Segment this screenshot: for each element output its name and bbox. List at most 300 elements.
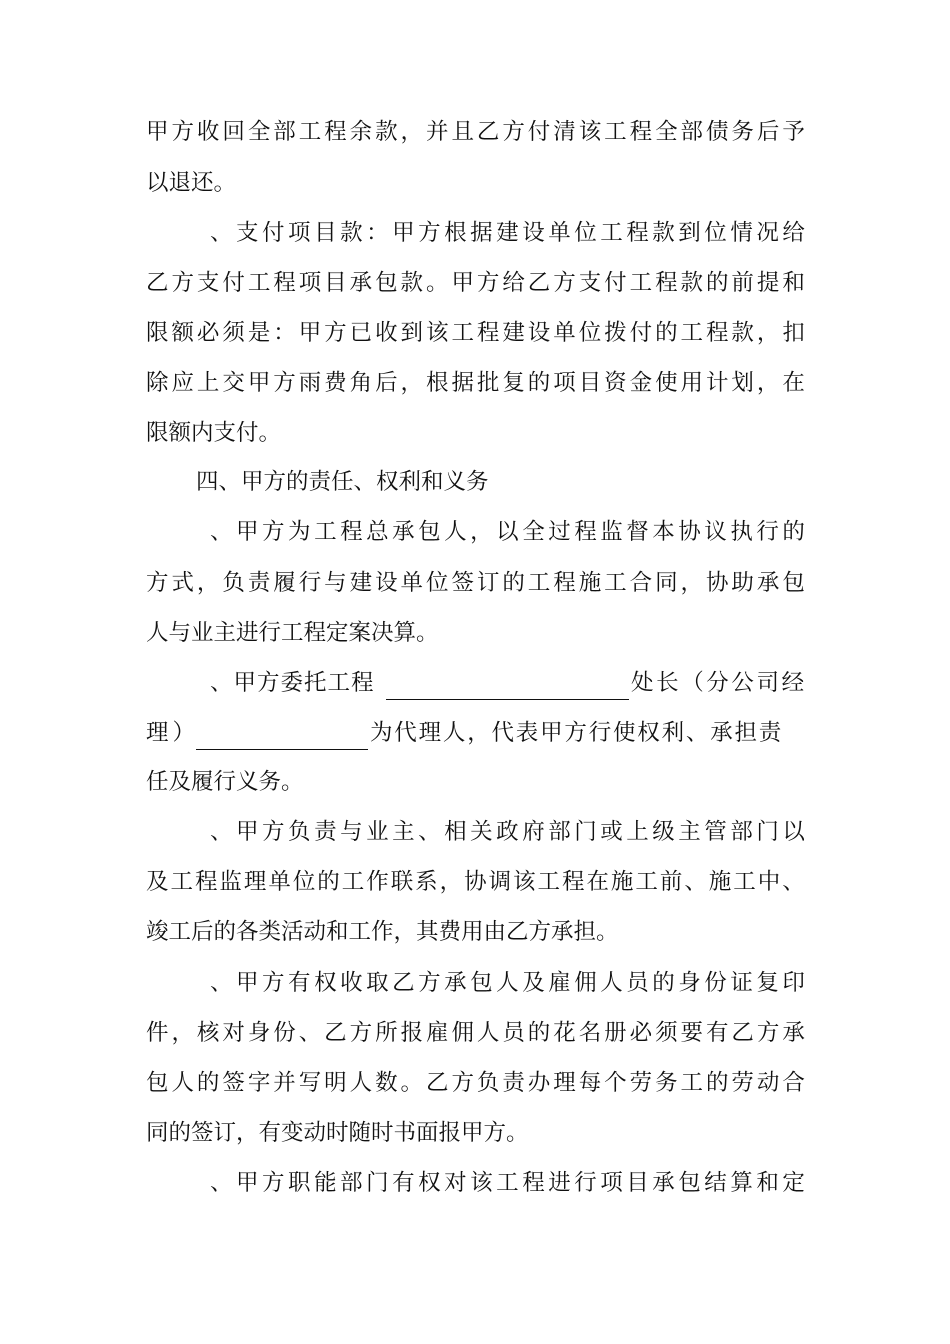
glyph: 核 bbox=[196, 1020, 220, 1046]
glyph: 乙 bbox=[324, 1020, 347, 1046]
glyph: 务 bbox=[655, 1070, 678, 1096]
glyph: 名 bbox=[578, 1020, 602, 1046]
glyph: 程 bbox=[340, 519, 363, 545]
glyph: 履 bbox=[273, 570, 296, 596]
glyph: 人 bbox=[600, 970, 623, 996]
glyph: 单 bbox=[548, 220, 571, 246]
paragraph-line bbox=[146, 366, 805, 400]
glyph: 据 bbox=[470, 220, 493, 246]
glyph: 位 bbox=[574, 220, 597, 246]
glyph: ， bbox=[196, 570, 220, 596]
glyph: 支 bbox=[578, 270, 602, 296]
glyph: 对 bbox=[444, 1170, 467, 1196]
glyph: 支 bbox=[196, 270, 220, 296]
glyph: 部 bbox=[730, 819, 753, 845]
glyph: 予 bbox=[782, 119, 805, 145]
glyph: 的 bbox=[705, 270, 729, 296]
glyph: 协 bbox=[705, 570, 729, 596]
glyph: 件 bbox=[146, 1020, 169, 1046]
paragraph-line: 同的签订，有变动时随时书面报甲方。 bbox=[146, 1120, 529, 1146]
glyph: 全 bbox=[247, 119, 271, 145]
glyph: 联 bbox=[390, 869, 414, 895]
glyph: 方 bbox=[418, 220, 441, 246]
glyph: 到 bbox=[400, 320, 424, 346]
glyph: 式 bbox=[171, 570, 194, 596]
glyph: 部 bbox=[680, 119, 704, 145]
glyph: 管 bbox=[704, 819, 727, 845]
glyph: 签 bbox=[451, 570, 474, 596]
glyph: 。 bbox=[425, 270, 449, 296]
glyph: ， bbox=[470, 519, 493, 545]
glyph: 行 bbox=[756, 519, 779, 545]
glyph: 合 bbox=[782, 1070, 805, 1096]
glyph: 权 bbox=[314, 970, 337, 996]
glyph: ， bbox=[756, 320, 780, 346]
glyph: 款 bbox=[680, 270, 704, 296]
glyph: 印 bbox=[782, 970, 805, 996]
text-line bbox=[0, 115, 950, 149]
glyph: 款 bbox=[340, 220, 363, 246]
text-line bbox=[0, 465, 950, 499]
glyph: 是 bbox=[247, 320, 271, 346]
glyph: 监 bbox=[219, 869, 242, 895]
glyph: 程 bbox=[629, 119, 653, 145]
glyph: 乙 bbox=[146, 270, 169, 296]
glyph: 收 bbox=[340, 970, 363, 996]
glyph: 乙 bbox=[392, 970, 415, 996]
text-line bbox=[0, 716, 950, 750]
glyph: 方 bbox=[262, 519, 285, 545]
paragraph-text: 为代理人，代表甲方行使权利、承担责 bbox=[370, 720, 784, 746]
glyph: 的 bbox=[502, 570, 525, 596]
glyph: 根 bbox=[425, 370, 449, 396]
glyph: 有 bbox=[392, 1170, 415, 1196]
glyph: 门 bbox=[366, 1170, 389, 1196]
glyph: 议 bbox=[704, 519, 727, 545]
glyph: 乙 bbox=[527, 270, 551, 296]
glyph: 或 bbox=[600, 819, 623, 845]
glyph: 部 bbox=[340, 1170, 363, 1196]
glyph: 、 bbox=[210, 819, 233, 845]
glyph: 清 bbox=[553, 119, 576, 145]
text-line bbox=[0, 1166, 950, 1200]
glyph: 金 bbox=[629, 370, 653, 396]
glyph: 后 bbox=[375, 370, 398, 396]
glyph: 能 bbox=[314, 1170, 337, 1196]
glyph: 目 bbox=[324, 270, 347, 296]
glyph: 施 bbox=[708, 869, 732, 895]
glyph: 和 bbox=[782, 270, 805, 296]
glyph: ： bbox=[273, 320, 296, 346]
glyph: 政 bbox=[496, 819, 519, 845]
glyph: 复 bbox=[756, 970, 779, 996]
glyph: 的 bbox=[527, 1020, 551, 1046]
glyph: 前 bbox=[731, 270, 754, 296]
glyph: 程 bbox=[522, 1170, 545, 1196]
glyph: 佣 bbox=[574, 970, 597, 996]
text-line bbox=[0, 416, 950, 450]
glyph: 单 bbox=[268, 869, 291, 895]
text-line bbox=[0, 1116, 950, 1150]
glyph: 设 bbox=[527, 320, 551, 346]
glyph: 为 bbox=[288, 519, 311, 545]
glyph: 务 bbox=[731, 119, 754, 145]
paragraph-line: 限额内支付。 bbox=[146, 420, 282, 446]
glyph: 佣 bbox=[451, 1020, 474, 1046]
glyph: 工 bbox=[604, 570, 627, 596]
glyph: 付 bbox=[527, 119, 551, 145]
fill-in-blank bbox=[196, 716, 368, 750]
glyph: 包 bbox=[782, 570, 805, 596]
glyph: 算 bbox=[730, 1170, 753, 1196]
glyph: 定 bbox=[782, 1170, 805, 1196]
glyph: 方 bbox=[171, 270, 194, 296]
glyph: 须 bbox=[655, 1020, 678, 1046]
glyph: 程 bbox=[553, 570, 576, 596]
glyph: 的 bbox=[655, 320, 678, 346]
glyph: 甲 bbox=[247, 370, 271, 396]
glyph: 必 bbox=[196, 320, 220, 346]
glyph: 合 bbox=[629, 570, 653, 596]
paragraph-line bbox=[210, 1166, 805, 1200]
glyph: 情 bbox=[730, 220, 753, 246]
glyph: 动 bbox=[756, 1070, 780, 1096]
glyph: 承 bbox=[782, 1020, 805, 1046]
glyph: 后 bbox=[756, 119, 780, 145]
glyph: 乙 bbox=[731, 1020, 754, 1046]
glyph: 方 bbox=[146, 570, 169, 596]
glyph: 除 bbox=[146, 370, 169, 396]
text-line bbox=[0, 166, 950, 200]
glyph: 交 bbox=[222, 370, 245, 396]
glyph: 方 bbox=[262, 1170, 285, 1196]
glyph: ， bbox=[439, 869, 463, 895]
glyph: 工 bbox=[341, 869, 365, 895]
glyph: 订 bbox=[476, 570, 500, 596]
glyph: 有 bbox=[288, 970, 311, 996]
glyph: 方 bbox=[553, 270, 576, 296]
glyph: 复 bbox=[502, 370, 525, 396]
glyph: 工 bbox=[451, 320, 474, 346]
paragraph-text: 、甲方委托工程 bbox=[210, 670, 375, 696]
glyph: 该 bbox=[513, 869, 536, 895]
glyph: 已 bbox=[349, 320, 373, 346]
paragraph-line bbox=[146, 1066, 805, 1100]
glyph: 数 bbox=[375, 1070, 398, 1096]
glyph: 承 bbox=[349, 270, 373, 296]
glyph: 工 bbox=[527, 570, 551, 596]
glyph: 签 bbox=[222, 1070, 245, 1096]
glyph: 项 bbox=[298, 270, 322, 296]
glyph: 计 bbox=[705, 370, 729, 396]
glyph: 办 bbox=[527, 1070, 551, 1096]
glyph: 协 bbox=[464, 869, 487, 895]
glyph: 和 bbox=[756, 1170, 779, 1196]
glyph: 目 bbox=[314, 220, 337, 246]
glyph: 据 bbox=[451, 370, 474, 396]
glyph: 单 bbox=[553, 320, 576, 346]
glyph: 监 bbox=[600, 519, 623, 545]
glyph: 身 bbox=[247, 1020, 271, 1046]
glyph: 的 bbox=[705, 1070, 729, 1096]
glyph: 建 bbox=[502, 320, 525, 346]
glyph: 方 bbox=[349, 1020, 373, 1046]
glyph: 余 bbox=[349, 119, 373, 145]
glyph: 且 bbox=[451, 119, 474, 145]
glyph: 个 bbox=[604, 1070, 627, 1096]
glyph: 方 bbox=[451, 1070, 474, 1096]
glyph: 负 bbox=[222, 570, 245, 596]
glyph: 进 bbox=[548, 1170, 571, 1196]
glyph: 工 bbox=[604, 119, 627, 145]
glyph: 、 bbox=[782, 869, 805, 895]
glyph: 负 bbox=[476, 1070, 500, 1096]
glyph: 份 bbox=[704, 970, 727, 996]
glyph: 的 bbox=[782, 519, 805, 545]
paragraph-line bbox=[146, 266, 805, 300]
glyph: 包 bbox=[470, 970, 493, 996]
glyph: 工 bbox=[537, 869, 561, 895]
glyph: 权 bbox=[418, 1170, 441, 1196]
glyph: 人 bbox=[444, 519, 467, 545]
glyph: ， bbox=[171, 1020, 194, 1046]
glyph: 负 bbox=[288, 819, 311, 845]
glyph: 程 bbox=[273, 270, 296, 296]
glyph: 承 bbox=[756, 570, 780, 596]
glyph: 方 bbox=[502, 119, 525, 145]
paragraph-line: 任及履行义务。 bbox=[146, 769, 304, 795]
glyph: 业 bbox=[366, 819, 389, 845]
glyph: 部 bbox=[548, 819, 571, 845]
text-line bbox=[0, 515, 950, 549]
glyph: 给 bbox=[502, 270, 525, 296]
glyph: 工 bbox=[680, 320, 704, 346]
glyph: 主 bbox=[392, 819, 415, 845]
text-line bbox=[0, 1016, 950, 1050]
glyph: 设 bbox=[522, 220, 545, 246]
glyph: 拨 bbox=[604, 320, 627, 346]
glyph: 证 bbox=[730, 970, 753, 996]
glyph: 的 bbox=[527, 370, 551, 396]
glyph: 应 bbox=[171, 370, 194, 396]
text-line bbox=[0, 366, 950, 400]
glyph: 方 bbox=[756, 1020, 780, 1046]
paragraph-line bbox=[146, 566, 805, 600]
glyph: 调 bbox=[488, 869, 512, 895]
glyph: 相 bbox=[444, 819, 467, 845]
glyph: 雨 bbox=[298, 370, 322, 396]
glyph: 程 bbox=[655, 270, 678, 296]
glyph: 部 bbox=[273, 119, 296, 145]
glyph: 员 bbox=[626, 970, 649, 996]
glyph: 款 bbox=[731, 320, 754, 346]
glyph: 程 bbox=[626, 220, 649, 246]
glyph: 付 bbox=[222, 270, 245, 296]
glyph: 所 bbox=[375, 1020, 398, 1046]
glyph: 全 bbox=[655, 119, 678, 145]
glyph: 建 bbox=[349, 570, 373, 596]
glyph: 方 bbox=[418, 970, 441, 996]
glyph: 位 bbox=[578, 320, 602, 346]
glyph: 施 bbox=[578, 570, 602, 596]
glyph: 甲 bbox=[451, 270, 474, 296]
glyph: 、 bbox=[210, 1170, 233, 1196]
glyph: ， bbox=[680, 570, 704, 596]
glyph: 前 bbox=[659, 869, 683, 895]
glyph: 包 bbox=[678, 1170, 701, 1196]
glyph: 执 bbox=[730, 519, 753, 545]
glyph: 款 bbox=[652, 220, 675, 246]
glyph: 乙 bbox=[476, 119, 500, 145]
glyph: 方 bbox=[262, 819, 285, 845]
glyph: 本 bbox=[652, 519, 675, 545]
glyph: 、 bbox=[210, 519, 233, 545]
glyph: 并 bbox=[425, 119, 449, 145]
glyph: 以 bbox=[496, 519, 519, 545]
paragraph-text: 理） bbox=[146, 720, 200, 746]
glyph: 承 bbox=[392, 519, 415, 545]
glyph: 该 bbox=[425, 320, 449, 346]
glyph: 每 bbox=[578, 1070, 602, 1096]
glyph: ： bbox=[366, 220, 389, 246]
paragraph-line bbox=[210, 216, 805, 250]
glyph: 工 bbox=[733, 869, 756, 895]
glyph: 乙 bbox=[425, 1070, 449, 1096]
glyph: 责 bbox=[502, 1070, 525, 1096]
glyph: 程 bbox=[324, 119, 347, 145]
glyph: 对 bbox=[222, 1020, 245, 1046]
glyph: 、 bbox=[298, 1020, 322, 1046]
text-line bbox=[0, 566, 950, 600]
glyph: 甲 bbox=[236, 819, 259, 845]
paragraph-line bbox=[210, 966, 805, 1000]
glyph: 职 bbox=[288, 1170, 311, 1196]
glyph: 理 bbox=[243, 869, 267, 895]
text-line bbox=[0, 616, 950, 650]
glyph: 甲 bbox=[298, 320, 322, 346]
glyph: 设 bbox=[375, 570, 398, 596]
glyph: 行 bbox=[298, 570, 322, 596]
glyph: 位 bbox=[704, 220, 727, 246]
glyph: 及 bbox=[146, 869, 169, 895]
glyph: 的 bbox=[196, 1070, 220, 1096]
glyph: 身 bbox=[678, 970, 701, 996]
glyph: 的 bbox=[652, 970, 675, 996]
glyph: 须 bbox=[222, 320, 245, 346]
text-line bbox=[0, 266, 950, 300]
glyph: 并 bbox=[273, 1070, 296, 1096]
glyph: 项 bbox=[600, 1170, 623, 1196]
glyph: 、 bbox=[418, 819, 441, 845]
glyph: 付 bbox=[629, 320, 653, 346]
glyph: 费 bbox=[324, 370, 347, 396]
glyph: 方 bbox=[476, 270, 500, 296]
glyph: 工 bbox=[629, 270, 653, 296]
glyph: 甲 bbox=[146, 119, 169, 145]
glyph: 位 bbox=[425, 570, 449, 596]
glyph: 必 bbox=[629, 1020, 653, 1046]
glyph: 与 bbox=[340, 819, 363, 845]
glyph: 建 bbox=[496, 220, 519, 246]
paragraph-line: 人与业主进行工程定案决算。 bbox=[146, 620, 439, 646]
glyph: 额 bbox=[171, 320, 194, 346]
text-line bbox=[0, 865, 950, 899]
glyph: 工 bbox=[298, 119, 322, 145]
glyph: 使 bbox=[655, 370, 678, 396]
glyph: 有 bbox=[705, 1020, 729, 1046]
text-line bbox=[0, 815, 950, 849]
glyph: 目 bbox=[626, 1170, 649, 1196]
glyph: 劳 bbox=[731, 1070, 754, 1096]
glyph: 。 bbox=[400, 1070, 424, 1096]
section-heading: 四、甲方的责任、权利和义务 bbox=[196, 469, 489, 495]
glyph: ， bbox=[400, 119, 424, 145]
glyph: 项 bbox=[553, 370, 576, 396]
glyph: 批 bbox=[476, 370, 500, 396]
glyph: 册 bbox=[604, 1020, 627, 1046]
glyph: 、 bbox=[684, 869, 707, 895]
glyph: 工 bbox=[247, 270, 271, 296]
glyph: 主 bbox=[678, 819, 701, 845]
glyph: 、 bbox=[210, 970, 233, 996]
glyph: 人 bbox=[349, 1070, 373, 1096]
glyph: 甲 bbox=[236, 970, 259, 996]
glyph: 该 bbox=[470, 1170, 493, 1196]
glyph: 员 bbox=[502, 1020, 525, 1046]
paragraph-line bbox=[146, 1016, 805, 1050]
glyph: 承 bbox=[652, 1170, 675, 1196]
glyph: 行 bbox=[574, 1170, 597, 1196]
glyph: 门 bbox=[756, 819, 779, 845]
paragraph-text: 处长（分公司经 bbox=[631, 670, 807, 696]
paragraph-line: 以退还。 bbox=[146, 170, 237, 196]
glyph: 总 bbox=[366, 519, 389, 545]
text-line bbox=[0, 316, 950, 350]
glyph: 支 bbox=[236, 220, 259, 246]
glyph: 包 bbox=[418, 519, 441, 545]
paragraph-line bbox=[146, 115, 805, 149]
glyph: 府 bbox=[522, 819, 545, 845]
glyph: 程 bbox=[194, 869, 218, 895]
glyph: 项 bbox=[288, 220, 311, 246]
glyph: 扣 bbox=[782, 320, 805, 346]
glyph: 位 bbox=[292, 869, 316, 895]
glyph: 、 bbox=[210, 220, 233, 246]
glyph: 协 bbox=[678, 519, 701, 545]
glyph: 花 bbox=[553, 1020, 576, 1046]
text-line bbox=[0, 966, 950, 1000]
glyph: 方 bbox=[273, 370, 296, 396]
glyph: 中 bbox=[757, 869, 781, 895]
fill-in-blank bbox=[386, 666, 629, 700]
text-line bbox=[0, 915, 950, 949]
glyph: 理 bbox=[553, 1070, 576, 1096]
glyph: 报 bbox=[400, 1020, 424, 1046]
glyph: 程 bbox=[574, 519, 597, 545]
glyph: 字 bbox=[247, 1070, 271, 1096]
glyph: 及 bbox=[522, 970, 545, 996]
glyph: 雇 bbox=[425, 1020, 449, 1046]
glyph: 工 bbox=[314, 519, 337, 545]
text-line bbox=[0, 666, 950, 700]
glyph: 方 bbox=[171, 119, 194, 145]
glyph: 债 bbox=[705, 119, 729, 145]
glyph: 况 bbox=[756, 220, 779, 246]
glyph: 人 bbox=[496, 970, 519, 996]
glyph: 上 bbox=[626, 819, 649, 845]
paragraph-line bbox=[210, 815, 805, 849]
glyph: 雇 bbox=[548, 970, 571, 996]
